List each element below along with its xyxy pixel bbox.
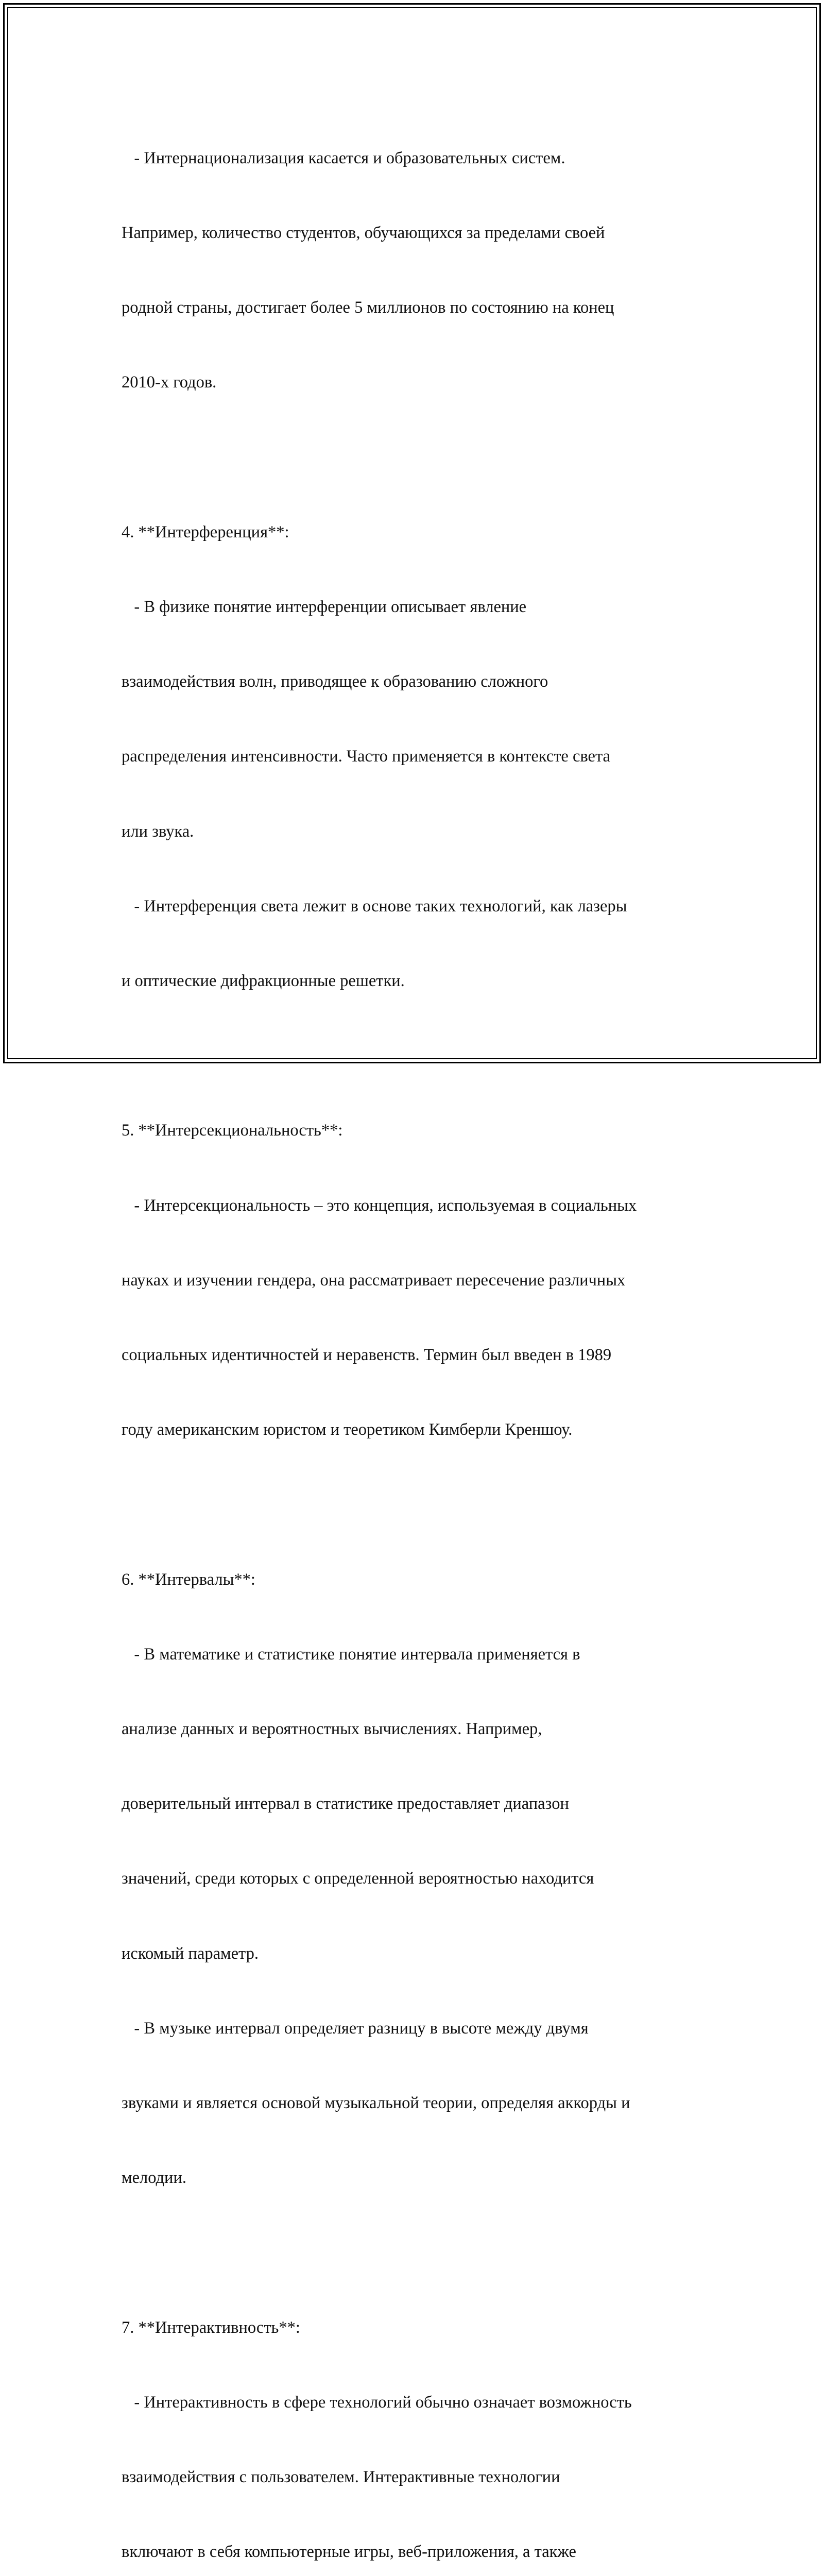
text-line: искомый параметр. — [122, 1944, 259, 1963]
text-line: - В физике понятие интерференции описывает явление — [122, 598, 527, 617]
text-line: - Интерсекциональность – это концепция, используемая в социальных — [122, 1196, 637, 1215]
section-heading: 5. **Интерсекциональность**: — [122, 1121, 343, 1140]
text-line: или звука. — [122, 822, 194, 841]
text-line: мелодии. — [122, 2168, 186, 2188]
blank-line — [122, 1492, 714, 1517]
text-line: значений, среди которых с определенной вероятностью находится — [122, 1869, 594, 1888]
text-line: Например, количество студентов, обучающихся за пределами своей — [122, 224, 605, 243]
blank-line — [122, 2241, 714, 2265]
text-line: - В музыке интервал определяет разницу в высоте между двумя — [122, 2019, 589, 2038]
text-line: включают в себя компьютерные игры, веб-приложения, а также — [122, 2543, 576, 2562]
section-heading: 6. **Интервалы**: — [122, 1570, 255, 1589]
blank-line — [122, 1043, 714, 1068]
text-line: взаимодействия с пользователем. Интерактивные технологии — [122, 2468, 560, 2487]
text-line: социальных идентичностей и неравенств. Термин был введен в 1989 — [122, 1346, 612, 1365]
document-body — [122, 96, 714, 2576]
text-line: 2010-х годов. — [122, 373, 217, 392]
text-line: звуками и является основой музыкальной теории, определяя аккорды и — [122, 2094, 630, 2113]
text-line: - Интерференция света лежит в основе таких технологий, как лазеры — [122, 896, 627, 916]
blank-line — [122, 445, 714, 470]
text-line: - Интерактивность в сфере технологий обычно означает возможность — [122, 2393, 632, 2412]
text-line: - Интернационализация касается и образовательных систем. — [122, 148, 565, 167]
text-line: - В математике и статистике понятие интервала применяется в — [122, 1645, 580, 1664]
text-line: родной страны, достигает более 5 миллионов по состоянию на конец — [122, 298, 614, 317]
section-heading: 4. **Интерференция**: — [122, 522, 289, 541]
text-line: распределения интенсивности. Часто применяется в контексте света — [122, 747, 610, 766]
text-line: взаимодействия волн, приводящее к образованию сложного — [122, 672, 548, 691]
text-line: доверительный интервал в статистике предоставляет диапазон — [122, 1794, 569, 1814]
text-line: анализе данных и вероятностных вычислениях. Например, — [122, 1720, 542, 1739]
text-line: науках и изучении гендера, она рассматривает пересечение различных — [122, 1270, 626, 1290]
text-line: и оптические дифракционные решетки. — [122, 972, 405, 991]
section-heading: 7. **Интерактивность**: — [122, 2318, 300, 2337]
text-line: году американским юристом и теоретиком Кимберли Креншоу. — [122, 1420, 573, 1439]
